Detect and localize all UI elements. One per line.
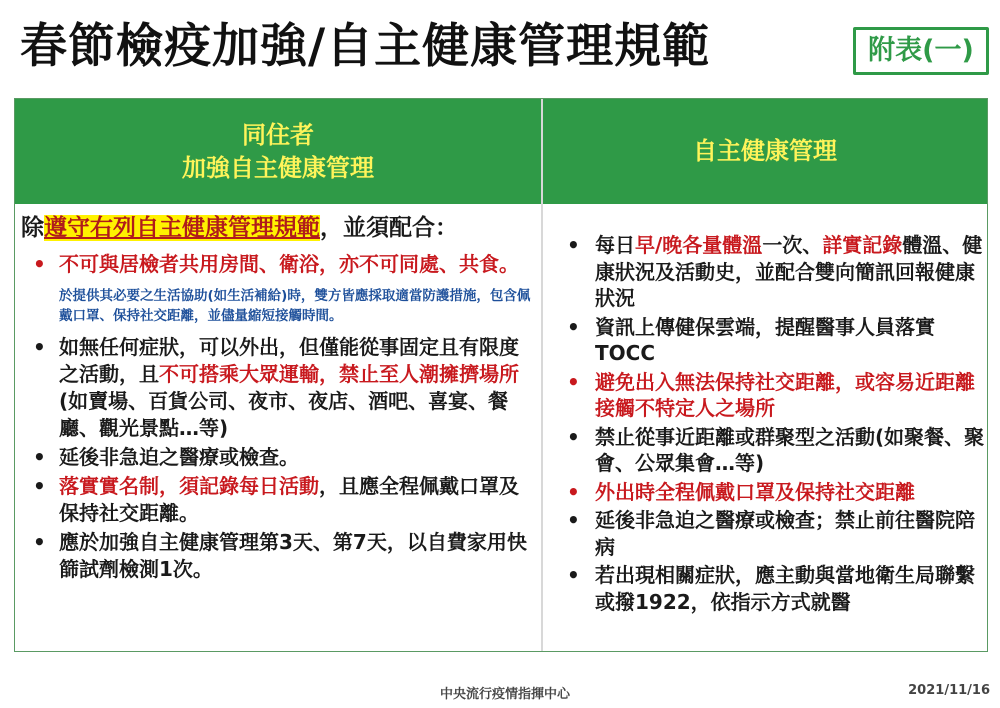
right-column-content [555, 232, 985, 617]
lead-prefix: 除 [21, 215, 44, 241]
outing-text-red: 不可搭乘大眾運輸，禁止至人潮擁擠場所 [159, 362, 519, 386]
left-lead [21, 211, 537, 245]
left-item-rapid-test: • 應於加強自主健康管理第3天、第7天，以自費家用快篩試劑檢測1次。 [21, 529, 537, 583]
column-divider [541, 99, 543, 651]
protective-measures-note: 於提供其必要之生活協助(如生活補給)時，雙方皆應採取適當防護措施，包含佩戴口罩、保持社交距離，並儘量縮短接觸時間。 [59, 288, 531, 324]
right-header-text: 自主健康管理 [693, 137, 837, 165]
temp-text-c: 體溫、健康狀況及活動史，並配合雙向簡訊回報健康狀況 [595, 233, 983, 310]
right-item-no-gatherings: • 禁止從事近距離或群聚型之活動(如聚餐、聚會、公眾集會…等) [555, 424, 985, 477]
temp-text-b: 一次、 [762, 233, 823, 257]
right-item-nhi-cloud: • 資訊上傳健保雲端，提醒醫事人員落實TOCC [555, 314, 985, 367]
lead-highlight: 遵守右列自主健康管理規範 [44, 215, 320, 241]
left-column-content [21, 211, 537, 585]
realname-text-red: 落實實名制，須記錄每日活動 [59, 474, 319, 498]
outing-text-a: 如無任何症狀，可以外出，但僅能從事固定且有限度之活動，且 [59, 335, 519, 386]
right-item-postpone-medical: • 延後非急迫之醫療或檢查；禁止前往醫院陪病 [555, 507, 985, 560]
lead-suffix: ，並須配合： [320, 215, 458, 241]
right-item-mask: • 外出時全程佩戴口罩及保持社交距離 [555, 479, 985, 506]
right-item-temperature [555, 232, 985, 312]
left-column-header [15, 99, 541, 204]
realname-text-b: ，且應全程佩戴口罩及保持社交距離。 [59, 474, 519, 525]
left-item-outing [21, 334, 537, 442]
rules-table [14, 98, 988, 652]
left-header-line2: 加強自主健康管理 [182, 153, 374, 182]
temp-text-a: 每日 [595, 233, 635, 257]
right-item-symptoms: • 若出現相關症狀，應主動與當地衛生局聯繫或撥1922，依指示方式就醫 [555, 562, 985, 615]
left-item-postpone-medical: • 延後非急迫之醫療或檢查。 [21, 444, 537, 471]
right-item-avoid-places: • 避免出入無法保持社交距離，或容易近距離接觸不特定人之場所 [555, 369, 985, 422]
outing-text-b: (如賣場、百貨公司、夜市、夜店、酒吧、喜宴、餐廳、觀光景點…等) [59, 389, 509, 440]
footer-organization: 中央流行疫情指揮中心 [440, 687, 571, 702]
temp-text-red1: 早/晚各量體溫 [635, 233, 763, 257]
temp-text-red2: 詳實記錄 [822, 233, 903, 257]
appendix-badge: 附表(一) [853, 27, 989, 75]
left-item-no-sharing: • 不可與居檢者共用房間、衛浴，亦不可同處、共食。 [21, 251, 537, 278]
left-item-realname [21, 473, 537, 527]
right-column-header [543, 99, 987, 204]
left-header-line1: 同住者 [242, 120, 314, 149]
page-title: 春節檢疫加強/自主健康管理規範 [20, 19, 711, 74]
footer-date: 2021/11/16 [908, 683, 990, 698]
